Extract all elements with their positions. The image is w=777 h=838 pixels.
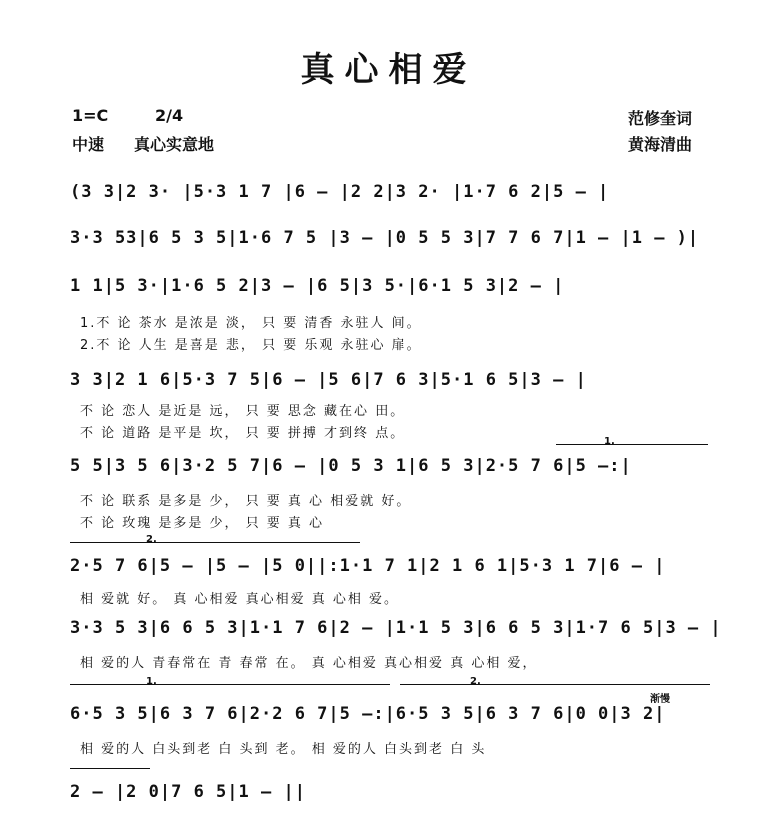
score-row-6: 2·5 7 6|5 — |5 — |5 0||:1·1 7 1|2 1 6 1|5·3 1 7|6 — | (70, 556, 666, 576)
expression-marking: 真心实意地 (134, 135, 215, 154)
volta-label-2b: 2. (470, 676, 481, 687)
lyric-row-5-verse-1: 不 论 联系 是多是 少， 只 要 真 心 相爱就 好。 (80, 494, 412, 509)
score-row-8: 6·5 3 5|6 3 7 6|2·2 6 7|5 —:|6·5 3 5|6 3 7 6|0 0|3 2| (70, 704, 666, 724)
score-row-5: 5 5|3 5 6|3·2 5 7|6 — |0 5 3 1|6 5 3|2·5 7 6|5 —:| (70, 456, 632, 476)
lyricist-credit: 范修奎词 (628, 109, 693, 128)
key-signature: 1=C (72, 106, 109, 125)
composer-credit: 黄海清曲 (628, 135, 693, 154)
volta-bracket-2b (400, 684, 710, 686)
volta-label-2: 2. (146, 534, 157, 545)
song-title: 真心相爱 (300, 50, 477, 90)
lyric-row-8: 相 爱的人 白头到老 白 头到 老。 相 爱的人 白头到老 白 头 (80, 742, 487, 757)
score-row-7: 3·3 5 3|6 6 5 3|1·1 7 6|2 — |1·1 5 3|6 6 5 3|1·7 6 5|3 — | (70, 618, 722, 638)
lyric-row-6: 相 爱就 好。 真 心相爱 真心相爱 真 心相 爱。 (80, 592, 400, 607)
lyric-row-4-verse-1: 不 论 恋人 是近是 远， 只 要 思念 藏在心 田。 (80, 404, 406, 419)
volta-bracket-end (70, 768, 150, 770)
volta-label-1: 1. (604, 436, 615, 447)
volta-bracket-2 (70, 542, 360, 544)
score-row-1: (3 3|2 3· |5·3 1 7 |6 — |2 2|3 2· |1·7 6 2|5 — | (70, 182, 610, 202)
lyric-row-7: 相 爱的人 青春常在 青 春常 在。 真 心相爱 真心相爱 真 心相 爱， (80, 656, 538, 671)
lyric-row-4-verse-2: 不 论 道路 是平是 坎， 只 要 拼搏 才到终 点。 (80, 426, 406, 441)
score-row-3: 1 1|5 3·|1·6 5 2|3 — |6 5|3 5·|6·1 5 3|2 — | (70, 276, 565, 296)
score-row-2: 3·3 53|6 5 3 5|1·6 7 5 |3 — |0 5 5 3|7 7 6 7|1 — |1 — )| (70, 228, 700, 248)
lyric-row-5-verse-2: 不 论 玫瑰 是多是 少， 只 要 真 心 (80, 516, 325, 531)
volta-label-1b: 1. (146, 676, 157, 687)
lyric-row-3-verse-1: 1.不 论 茶水 是浓是 淡， 只 要 清香 永驻人 间。 (80, 316, 422, 331)
ritardando-marking: 渐慢 (650, 694, 670, 705)
time-signature: 2/4 (155, 106, 184, 125)
score-row-4: 3 3|2 1 6|5·3 7 5|6 — |5 6|7 6 3|5·1 6 5|3 — | (70, 370, 587, 390)
lyric-row-3-verse-2: 2.不 论 人生 是喜是 悲， 只 要 乐观 永驻心 扉。 (80, 338, 422, 353)
volta-bracket-1b (70, 684, 390, 686)
score-row-9: 2 — |2 0|7 6 5|1 — || (70, 782, 306, 802)
tempo-marking: 中速 (72, 135, 105, 154)
volta-bracket-1 (556, 444, 708, 446)
